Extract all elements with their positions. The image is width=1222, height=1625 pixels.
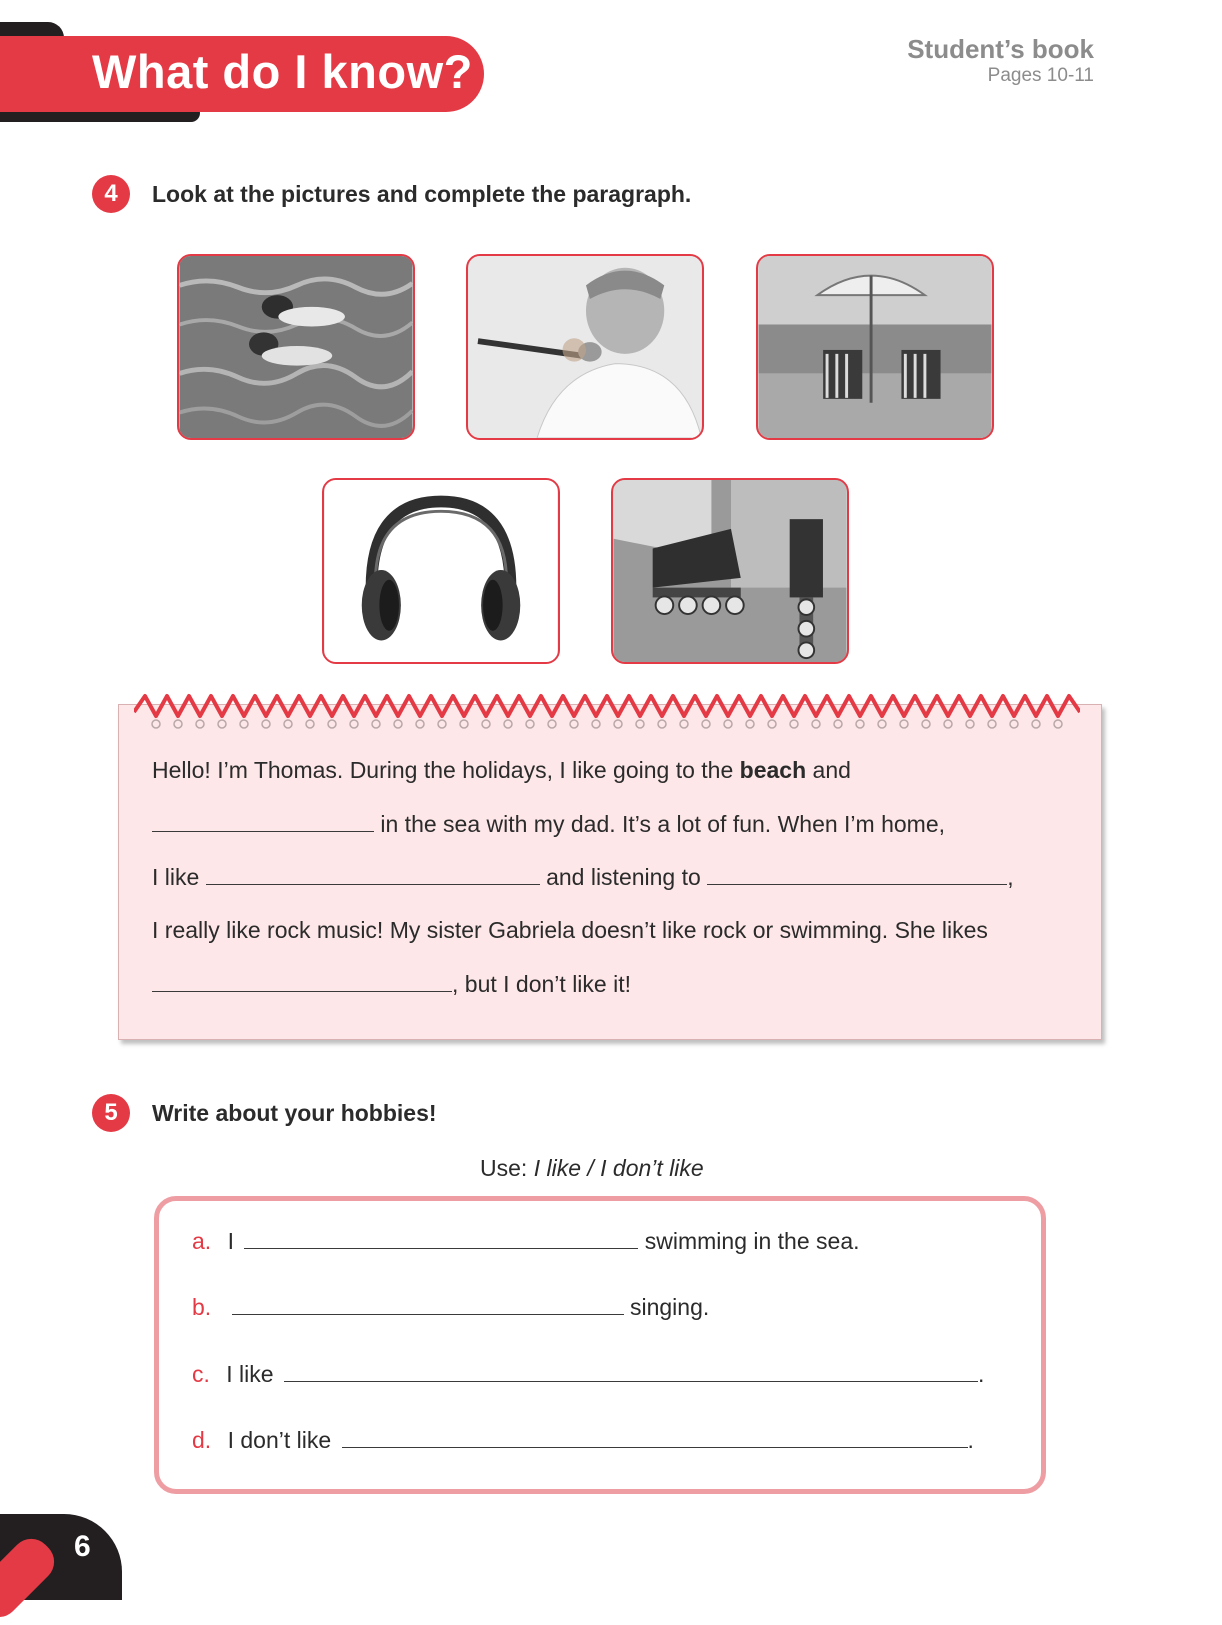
item-suffix: . (977, 1361, 985, 1387)
rollerblades-image (613, 480, 847, 662)
paragraph-line-5 (152, 971, 631, 998)
item-prefix: I like (226, 1361, 274, 1387)
answer-blank-3[interactable] (707, 883, 1007, 885)
item-a (192, 1228, 860, 1255)
paragraph-line-3 (152, 864, 1014, 891)
use-hint (480, 1155, 704, 1182)
swimming-photo (177, 254, 415, 440)
item-letter: c. (192, 1361, 210, 1387)
item-suffix: singing. (629, 1294, 710, 1320)
page-title: What do I know? (92, 45, 473, 98)
beach-image (758, 256, 992, 438)
use-label: Use: (480, 1155, 534, 1181)
exercise-4-instruction: Look at the pictures and complete the paragraph. (152, 181, 692, 207)
rollerblades-photo (611, 478, 849, 664)
swimming-image (179, 256, 413, 438)
paragraph-text: and listening to (539, 864, 708, 890)
paragraph-line-1 (152, 757, 851, 784)
item-d-blank[interactable] (342, 1446, 968, 1448)
exercise-5-instruction: Write about your hobbies! (152, 1100, 437, 1126)
spiral-binding (134, 692, 1080, 734)
headphones-image (324, 480, 558, 662)
use-phrase: I like / I don’t like (533, 1155, 704, 1181)
item-c (192, 1361, 984, 1388)
paragraph-text: in the sea with my dad. It’s a lot of fun. When I’m home, (374, 811, 946, 837)
pages-reference: Pages 10-11 (987, 65, 1094, 86)
item-c-blank[interactable] (284, 1380, 978, 1382)
item-b (192, 1294, 709, 1321)
exercise-4-badge: 4 (92, 175, 130, 213)
answer-blank-1[interactable] (152, 830, 374, 832)
item-letter: b. (192, 1294, 212, 1320)
students-book-label: Student’s book (907, 34, 1094, 64)
beach-photo (756, 254, 994, 440)
singing-photo (466, 254, 704, 440)
paragraph-text: , but I don’t like it! (452, 971, 631, 997)
item-letter: d. (192, 1427, 212, 1453)
item-suffix: swimming in the sea. (644, 1228, 860, 1254)
item-a-blank[interactable] (244, 1247, 638, 1249)
page-number: 6 (74, 1530, 91, 1563)
item-prefix: I don’t like (227, 1427, 332, 1453)
exercise-5-badge: 5 (92, 1094, 130, 1132)
singing-image (468, 256, 702, 438)
paragraph-text: Hello! I’m Thomas. During the holidays, I like going to the (152, 757, 740, 783)
item-b-blank[interactable] (232, 1313, 624, 1315)
paragraph-text: I like (152, 864, 206, 890)
paragraph-text: and (806, 757, 851, 783)
item-prefix: I (227, 1228, 234, 1254)
item-suffix: . (967, 1427, 974, 1453)
item-d (192, 1427, 974, 1454)
answer-blank-4[interactable] (152, 990, 452, 992)
paragraph-bold-word: beach (739, 757, 807, 783)
answer-blank-2[interactable] (206, 883, 540, 885)
item-letter: a. (192, 1228, 212, 1254)
headphones-photo (322, 478, 560, 664)
paragraph-line-4: I really like rock music! My sister Gabriela doesn’t like rock or swimming. She likes (152, 917, 988, 943)
paragraph-text: , (1007, 864, 1014, 890)
paragraph-line-2 (152, 811, 945, 838)
